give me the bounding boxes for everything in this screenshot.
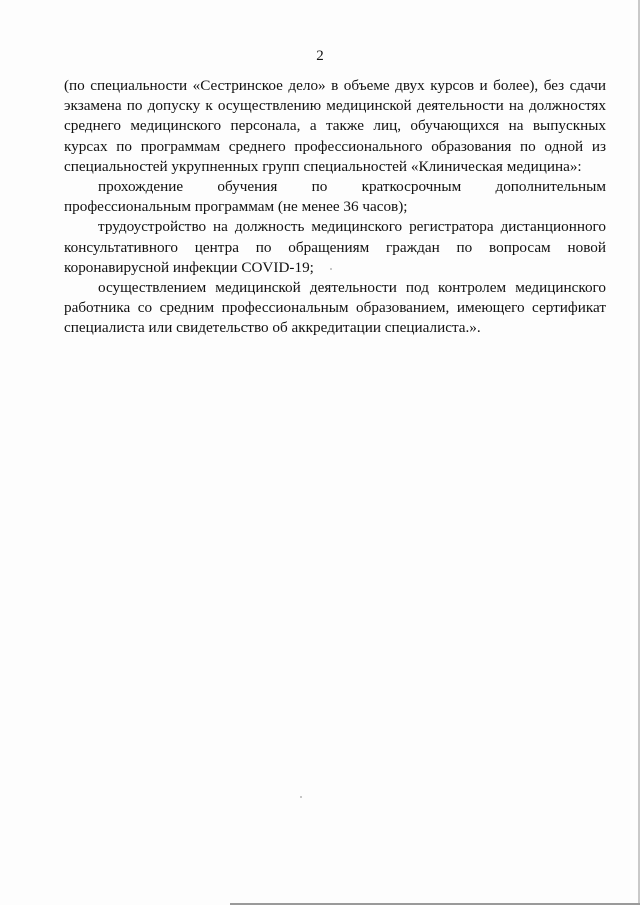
paragraph-supervised-activity: осуществлением медицинской деятельности под контролем медицинского работника со средним профессиональным образованием, имеющего сертификат специалиста или свидетельство об аккредитации специалиста.». bbox=[64, 279, 606, 337]
scan-speck bbox=[330, 268, 332, 270]
paragraph-employment: трудоустройство на должность медицинского регистратора дистанционного консультативного центра по обращениям граждан по вопросам новой коронавирусной инфекции COVID-19; bbox=[64, 218, 606, 276]
page-number: 2 bbox=[316, 48, 324, 64]
paragraph-continuation: (по специальности «Сестринское дело» в объеме двух курсов и более), без сдачи экзамена по допуску к осуществлению медицинской деятельности на должностях среднего медицинского персонала, а также лиц, обучающихся на выпускных курсах по программам среднего профессионального образования по одной из специальностей укрупненных групп специальностей «Клиническая медицина»: bbox=[64, 77, 606, 175]
paragraph-short-term-training: прохождение обучения по краткосрочным дополнительным профессиональным программам (не менее 36 часов); bbox=[64, 178, 606, 216]
document-body bbox=[64, 76, 606, 339]
scan-speck bbox=[300, 796, 302, 798]
